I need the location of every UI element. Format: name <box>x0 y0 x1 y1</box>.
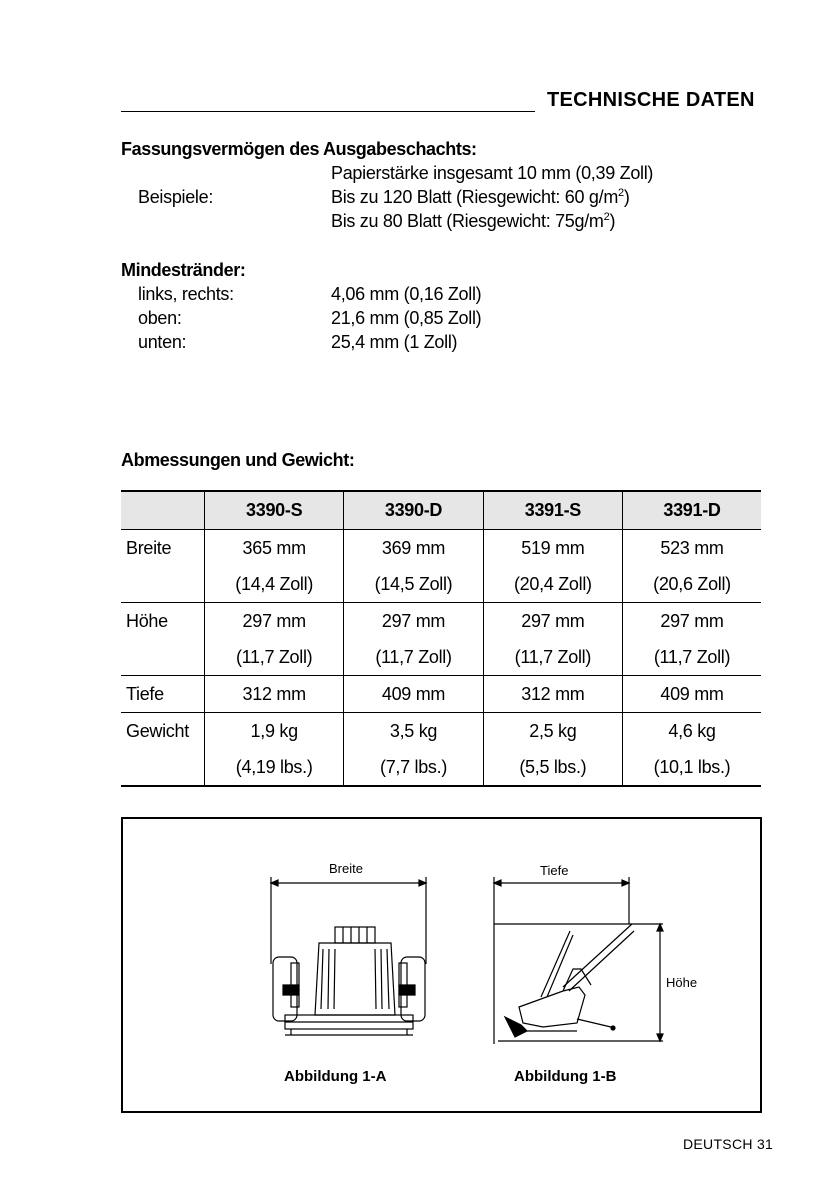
output-tray-example-2: Bis zu 80 Blatt (Riesgewicht: $75g/m^2$) <box>331 211 616 231</box>
table-cell: 523 mm <box>623 530 761 567</box>
page-footer: DEUTSCH 31 <box>683 1136 774 1152</box>
table-cell: (11,7 Zoll) <box>623 639 761 676</box>
page-title: TECHNISCHE DATEN <box>547 89 755 111</box>
column-header: 3391-D <box>623 491 761 530</box>
margin-label: links, rechts: <box>138 284 234 304</box>
margin-value: 25,4 mm (1 Zoll) <box>331 332 458 352</box>
header-rule <box>121 111 535 112</box>
table-cell: (14,5 Zoll) <box>344 566 483 603</box>
margin-value: 21,6 mm (0,85 Zoll) <box>331 308 482 328</box>
table-cell: 3,5 kg <box>344 713 483 750</box>
row-label: Tiefe <box>121 676 205 713</box>
figure-caption-a: Abbildung 1-A <box>284 1068 387 1085</box>
margin-label: oben: <box>138 308 182 328</box>
table-cell: (11,7 Zoll) <box>205 639 344 676</box>
table-cell: 409 mm <box>344 676 483 713</box>
row-label: Breite <box>126 537 172 558</box>
table-row <box>121 749 761 786</box>
table-cell: (11,7 Zoll) <box>483 639 622 676</box>
table-cell: 312 mm <box>483 676 622 713</box>
table-row <box>121 639 761 676</box>
table-cell: 519 mm <box>483 530 622 567</box>
table-row <box>121 713 761 750</box>
row-label: Gewicht <box>126 720 189 741</box>
table-corner-cell <box>121 491 205 530</box>
printer-front-view <box>271 877 426 1035</box>
margins-heading: Mindestränder: <box>121 260 246 280</box>
table-cell: 409 mm <box>623 676 761 713</box>
depth-dimension-label: Tiefe <box>540 863 569 878</box>
table-row <box>121 603 761 640</box>
examples-label: Beispiele: <box>138 187 214 207</box>
height-dimension-label: Höhe <box>666 975 698 990</box>
printer-illustrations <box>123 819 760 1111</box>
table-cell: 312 mm <box>205 676 344 713</box>
figure-caption-b: Abbildung 1-B <box>514 1068 617 1085</box>
width-dimension-label: Breite <box>329 861 363 876</box>
table-cell: 1,9 kg <box>205 713 344 750</box>
output-tray-example-1: Bis zu 120 Blatt (Riesgewicht: 60 $g/m^2$) <box>331 187 630 207</box>
table-row <box>121 566 761 603</box>
table-cell: (20,6 Zoll) <box>623 566 761 603</box>
table-cell: 369 mm <box>344 530 483 567</box>
table-cell: 297 mm <box>205 603 344 640</box>
dimensions-heading: Abmessungen und Gewicht: <box>121 450 355 470</box>
column-header: 3390-S <box>205 491 344 530</box>
row-label: Höhe <box>126 610 168 631</box>
table-cell: (5,5 lbs.) <box>483 749 622 786</box>
table-cell: 297 mm <box>344 603 483 640</box>
table-cell: (7,7 lbs.) <box>344 749 483 786</box>
margin-label: unten: <box>138 332 187 352</box>
output-tray-thickness: Papierstärke insgesamt 10 mm (0,39 Zoll) <box>331 163 654 183</box>
table-row <box>121 530 761 567</box>
table-cell: 297 mm <box>623 603 761 640</box>
table-cell: (20,4 Zoll) <box>483 566 622 603</box>
table-cell: 4,6 kg <box>623 713 761 750</box>
table-cell: (14,4 Zoll) <box>205 566 344 603</box>
figure-box <box>121 817 762 1113</box>
printer-side-view <box>494 877 663 1044</box>
table-cell: (10,1 lbs.) <box>623 749 761 786</box>
table-header-row <box>121 491 761 530</box>
table-cell: (4,19 lbs.) <box>205 749 344 786</box>
table-cell: (11,7 Zoll) <box>344 639 483 676</box>
table-cell: 2,5 kg <box>483 713 622 750</box>
margin-value: 4,06 mm (0,16 Zoll) <box>331 284 482 304</box>
table-cell: 365 mm <box>205 530 344 567</box>
dimensions-table <box>121 490 761 787</box>
output-tray-heading: Fassungsvermögen des Ausgabeschachts: <box>121 139 477 159</box>
column-header: 3390-D <box>344 491 483 530</box>
column-header: 3391-S <box>483 491 622 530</box>
table-cell: 297 mm <box>483 603 622 640</box>
table-row <box>121 676 761 713</box>
